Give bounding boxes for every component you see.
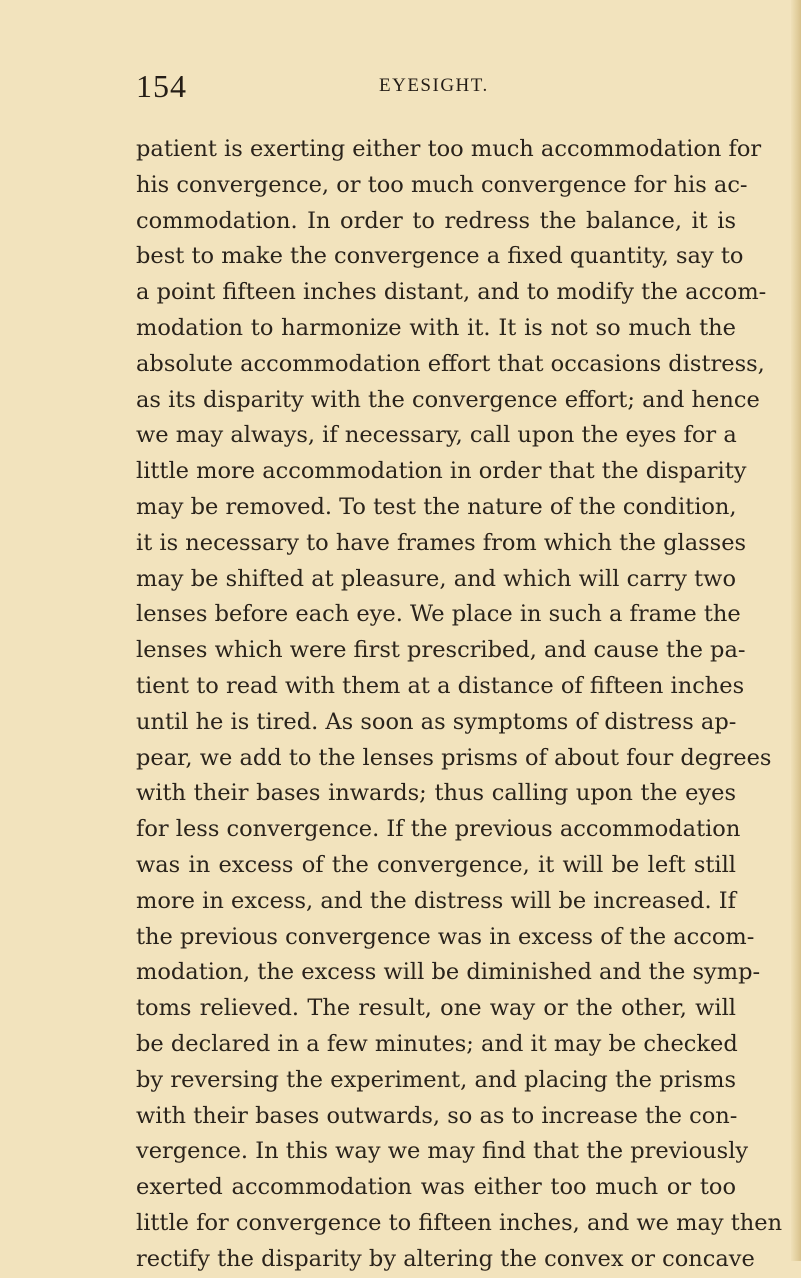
running-head	[136, 66, 734, 106]
text-line: by reversing the experiment, and placing the prisms	[136, 1066, 736, 1093]
text-line: his convergence, or too much convergence for his ac-	[136, 171, 748, 198]
text-line: more in excess, and the distress will be increased. If	[136, 887, 736, 914]
text-line: pear, we add to the lenses prisms of about four degrees	[136, 744, 772, 771]
text-line: with their bases outwards, so as to increase the con-	[136, 1102, 738, 1129]
text-line: it is necessary to have frames from which the glasses	[136, 529, 747, 556]
text-line: modation to harmonize with it. It is not so much the	[136, 314, 736, 341]
text-line: commodation. In order to redress the balance, it is	[136, 207, 736, 234]
text-line: vergence. In this way we may find that the previously	[136, 1138, 749, 1165]
text-line: toms relieved. The result, one way or the other, will	[136, 995, 736, 1022]
text-line: we may always, if necessary, call upon the eyes for a	[136, 422, 737, 449]
text-line: exerted accommodation was either too much or too	[136, 1174, 736, 1201]
text-line: as its disparity with the convergence effort; and hence	[136, 386, 760, 413]
text-line: with their bases inwards; thus calling upon the eyes	[136, 780, 736, 807]
text-line: may be removed. To test the nature of the condition,	[136, 493, 737, 520]
text-line: be declared in a few minutes; and it may be checked	[136, 1030, 738, 1057]
body-text	[136, 132, 783, 1278]
text-line: lenses before each eye. We place in such a frame the	[136, 601, 741, 628]
text-line: the previous convergence was in excess of the accom-	[136, 923, 755, 950]
text-line: modation, the excess will be diminished and the symp-	[136, 959, 761, 986]
text-line: rectify the disparity by altering the convex or concave	[136, 1245, 755, 1272]
text-line: lenses which were first prescribed, and cause the pa-	[136, 637, 746, 664]
text-line: tient to read with them at a distance of fifteen inches	[136, 672, 745, 699]
running-title: EYESIGHT.	[379, 75, 489, 96]
text-line: little for convergence to fifteen inches, and we may then	[136, 1209, 783, 1236]
text-line: little more accommodation in order that the disparity	[136, 458, 747, 485]
text-line: until he is tired. As soon as symptoms of distress ap-	[136, 708, 737, 735]
text-line: for less convergence. If the previous accommodation	[136, 816, 741, 843]
text-line: patient is exerting either too much accommodation for	[136, 136, 762, 162]
text-line: best to make the convergence a fixed quantity, say to	[136, 243, 744, 270]
text-line: was in excess of the convergence, it will be left still	[136, 851, 736, 878]
text-line: absolute accommodation effort that occasions distress,	[136, 350, 765, 377]
page-number: 154	[136, 68, 187, 104]
text-line: may be shifted at pleasure, and which will carry two	[136, 565, 736, 592]
text-line: a point fifteen inches distant, and to modify the accom-	[136, 279, 767, 306]
page-edge	[791, 0, 801, 1261]
